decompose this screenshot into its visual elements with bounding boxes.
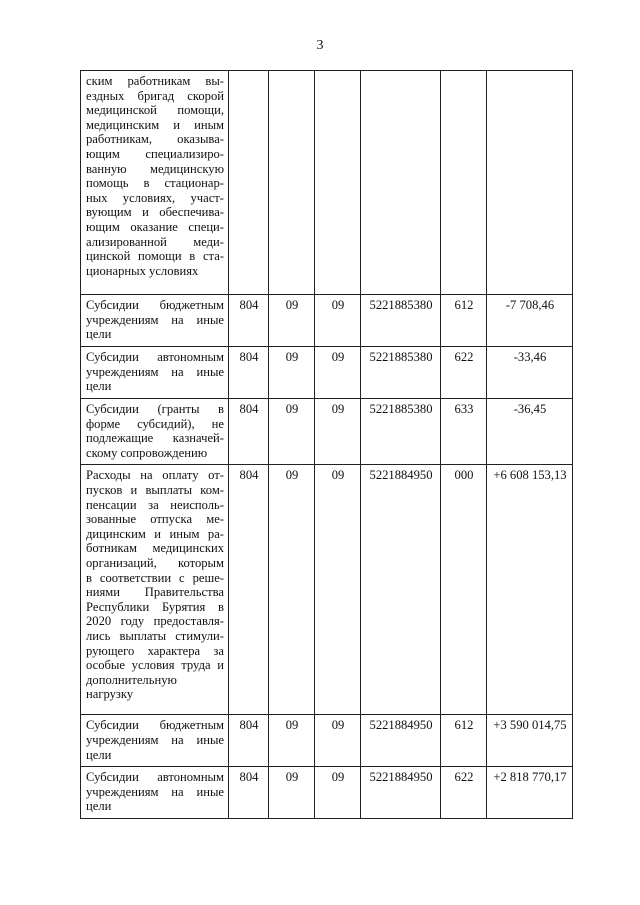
- ministry-code-cell: [229, 71, 269, 295]
- description-line: ющим специализиро-: [86, 146, 224, 161]
- description-line: дополнительную: [86, 672, 177, 687]
- description-cell: [81, 767, 229, 819]
- target-article-cell: 5221884950: [361, 715, 441, 767]
- expense-type-cell: 612: [441, 295, 487, 347]
- section-code-cell: 09: [269, 465, 315, 715]
- amount-cell: +6 608 153,13: [487, 465, 573, 715]
- description-line: цели: [86, 327, 112, 342]
- target-article-cell: 5221885380: [361, 295, 441, 347]
- subsection-code-cell: 09: [315, 767, 361, 819]
- section-code-cell: 09: [269, 347, 315, 399]
- description-cell: [81, 295, 229, 347]
- description-cell: [81, 347, 229, 399]
- description-line: ским работникам вы-: [86, 74, 224, 88]
- page-number: 3: [316, 38, 324, 53]
- amount-cell: -33,46: [487, 347, 573, 399]
- target-article-cell: 5221884950: [361, 465, 441, 715]
- table-row: [81, 465, 573, 715]
- section-code-cell: 09: [269, 295, 315, 347]
- description-line: цинской помощи в ста-: [86, 249, 224, 264]
- subsection-code-cell: 09: [315, 399, 361, 465]
- table-row: [81, 399, 573, 465]
- description-line: медицинским и иным: [86, 117, 224, 132]
- table-row: [81, 715, 573, 767]
- target-article-cell: 5221884950: [361, 767, 441, 819]
- section-code-cell: 09: [269, 715, 315, 767]
- description-line: зованные отпуска ме-: [86, 512, 224, 527]
- budget-table: [80, 70, 573, 819]
- description-line: Расходы на оплату от-: [86, 468, 224, 483]
- subsection-code-cell: 09: [315, 347, 361, 399]
- description-line: ниями Правительства: [86, 585, 224, 600]
- amount-cell: -7 708,46: [487, 295, 573, 347]
- table-row: [81, 347, 573, 399]
- amount-cell: +2 818 770,17: [487, 767, 573, 819]
- target-article-cell: [361, 71, 441, 295]
- subsection-code-cell: 09: [315, 465, 361, 715]
- description-line: ных условиях, участ-: [86, 190, 224, 205]
- description-line: Субсидии автономным: [86, 350, 224, 364]
- description-line: ботникам медицинских: [86, 541, 224, 556]
- target-article-cell: 5221885380: [361, 347, 441, 399]
- subsection-code-cell: [315, 71, 361, 295]
- expense-type-cell: 622: [441, 347, 487, 399]
- description-line: цели: [86, 747, 112, 762]
- description-line: учреждениям на иные: [86, 364, 224, 379]
- description-line: организаций, которым: [86, 555, 224, 570]
- ministry-code-cell: 804: [229, 715, 269, 767]
- budget-table-body: [81, 71, 573, 819]
- amount-cell: [487, 71, 573, 295]
- description-line: нагрузку: [86, 687, 134, 702]
- description-line: Субсидии бюджетным: [86, 298, 224, 312]
- section-code-cell: 09: [269, 399, 315, 465]
- description-line: вующим и обеспечива-: [86, 205, 224, 220]
- description-line: в соответствии с реше-: [86, 570, 224, 585]
- expense-type-cell: 612: [441, 715, 487, 767]
- expense-type-cell: 633: [441, 399, 487, 465]
- description-line: учреждениям на иные: [86, 312, 224, 327]
- description-line: особые условия труда и: [86, 658, 224, 673]
- subsection-code-cell: 09: [315, 715, 361, 767]
- description-line: Республики Бурятия в: [86, 599, 224, 614]
- description-line: учреждениям на иные: [86, 784, 224, 799]
- description-line: ездных бригад скорой: [86, 88, 224, 103]
- description-line: помощь в стационар-: [86, 176, 224, 191]
- ministry-code-cell: 804: [229, 347, 269, 399]
- expense-type-cell: 000: [441, 465, 487, 715]
- description-line: лись выплаты стимули-: [86, 628, 224, 643]
- description-line: учреждениям на иные: [86, 732, 224, 747]
- description-line: пенсации за неисполь-: [86, 497, 224, 512]
- expense-type-cell: [441, 71, 487, 295]
- description-line: работникам, оказыва-: [86, 132, 224, 147]
- description-line: пусков и выплаты ком-: [86, 482, 224, 497]
- description-line: Субсидии автономным: [86, 770, 224, 785]
- description-line: цели: [86, 379, 112, 394]
- description-line: Субсидии (гранты в: [86, 402, 224, 416]
- table-row: [81, 767, 573, 819]
- ministry-code-cell: 804: [229, 767, 269, 819]
- description-line: форме субсидий), не: [86, 416, 224, 431]
- expense-type-cell: 622: [441, 767, 487, 819]
- table-row: [81, 295, 573, 347]
- description-line: медицинской помощи,: [86, 103, 224, 118]
- description-line: ализированной меди-: [86, 234, 224, 249]
- description-line: ванную медицинскую: [86, 161, 224, 176]
- ministry-code-cell: 804: [229, 399, 269, 465]
- description-line: 2020 году предоставля-: [86, 614, 224, 629]
- description-line: скому сопровождению: [86, 445, 208, 460]
- description-line: цели: [86, 799, 112, 814]
- subsection-code-cell: 09: [315, 295, 361, 347]
- ministry-code-cell: 804: [229, 465, 269, 715]
- ministry-code-cell: 804: [229, 295, 269, 347]
- description-line: ющим оказание специ-: [86, 219, 224, 234]
- amount-cell: -36,45: [487, 399, 573, 465]
- description-line: ционарных условиях: [86, 263, 199, 278]
- amount-cell: +3 590 014,75: [487, 715, 573, 767]
- description-line: Субсидии бюджетным: [86, 718, 224, 733]
- description-line: рующего характера за: [86, 643, 224, 658]
- description-cell: [81, 399, 229, 465]
- description-line: подлежащие казначей-: [86, 431, 224, 446]
- description-cell: [81, 71, 229, 295]
- section-code-cell: 09: [269, 767, 315, 819]
- table-row: [81, 71, 573, 295]
- target-article-cell: 5221885380: [361, 399, 441, 465]
- section-code-cell: [269, 71, 315, 295]
- description-cell: [81, 465, 229, 715]
- description-line: дицинским и иным ра-: [86, 526, 224, 541]
- description-cell: [81, 715, 229, 767]
